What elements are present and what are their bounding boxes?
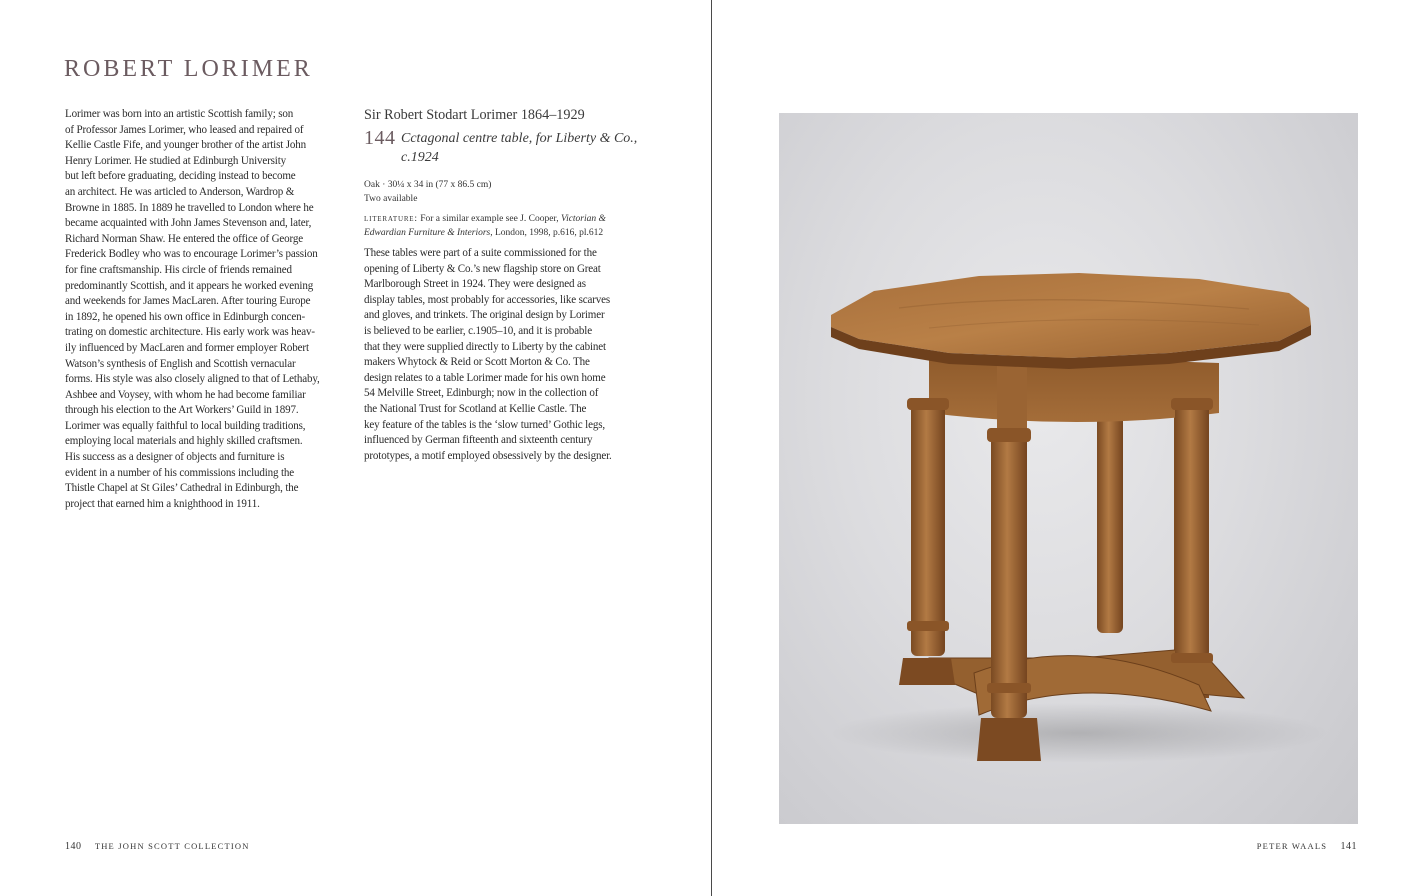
front-right-leg: [1171, 398, 1213, 663]
artist-name: Sir Robert Stodart Lorimer 1864–1929: [364, 107, 585, 123]
description-line: the National Trust for Scotland at Kellie Castle. The: [364, 402, 587, 415]
biography-line: Lorimer was born into an artistic Scottish family; son: [65, 108, 294, 120]
biography-line: Frederick Bodley who was to encourage Lorimer’s passion: [65, 248, 318, 261]
biography-line: Kellie Castle Fife, and younger brother of the artist John: [65, 139, 307, 152]
biography-line: Thistle Chapel at St Giles’ Cathedral in Edinburgh, the: [65, 482, 299, 495]
description-line: that they were supplied directly to Liberty by the cabinet: [364, 340, 606, 353]
lot-heading: [364, 128, 644, 167]
floor-shadow: [829, 703, 1329, 763]
page-number-left: 140: [65, 841, 82, 852]
biography-line: an architect. He was articled to Anderson, Wardrop &: [65, 185, 295, 198]
biography-line: forms. His style was also closely aligned to that of Lethaby,: [65, 373, 320, 386]
literature-book-title: Victorian & Edwardian Furniture & Interiors: [364, 214, 606, 238]
biography-line: Ashbee and Voysey, with whom he had become familiar: [65, 388, 306, 401]
description-line: key feature of the tables is the ‘slow turned’ Gothic legs,: [364, 418, 605, 431]
biography-line: Henry Lorimer. He studied at Edinburgh University: [65, 154, 287, 167]
biography-line: predominantly Scottish, and it appears he worked evening: [65, 279, 314, 292]
page-title: ROBERT LORIMER: [64, 56, 313, 82]
availability: Two available: [364, 193, 418, 204]
biography-line: and weekends for James MacLaren. After touring Europe: [65, 295, 311, 308]
footer-right: [1257, 841, 1357, 852]
running-head-right: PETER WAALS: [1256, 841, 1328, 851]
literature-text: For a similar example see J. Cooper,: [420, 214, 559, 224]
biography-line: His success as a designer of objects and furniture is: [65, 451, 285, 464]
biography-line: of Professor James Lorimer, who leased and repaired of: [65, 123, 304, 136]
biography-line: trating on domestic architecture. His early work was heav-: [65, 326, 315, 339]
lot-description: [364, 246, 644, 464]
biography-line: Lorimer was equally faithful to local building traditions,: [65, 419, 306, 432]
description-line: prototypes, a motif employed obsessively by the designer.: [364, 449, 612, 462]
biography-line: evident in a number of his commissions including the: [65, 466, 295, 479]
table-photograph: [779, 113, 1358, 824]
catalogue-entry: [364, 106, 644, 464]
footer-left: [65, 841, 250, 852]
description-line: makers Whytock & Reid or Scott Morton & Co. The: [364, 356, 590, 369]
biography-text: [65, 107, 341, 512]
medium-dimensions: Oak · 30¼ x 34 in (77 x 86.5 cm): [364, 180, 492, 190]
running-head-left: THE JOHN SCOTT COLLECTION: [94, 841, 250, 851]
description-line: 54 Melville Street, Edinburgh; now in the collection of: [364, 387, 599, 400]
biography-line: Browne in 1885. In 1889 he travelled to London where he: [65, 201, 314, 214]
description-line: These tables were part of a suite commissioned for the: [364, 247, 597, 259]
literature-reference: [364, 212, 644, 240]
description-line: Marlborough Street in 1924. They were designed as: [364, 278, 586, 291]
biography-line: ily influenced by MacLaren and former employer Robert: [65, 341, 309, 354]
biography-line: project that earned him a knighthood in 1911.: [65, 497, 260, 510]
page-number-right: 141: [1340, 841, 1357, 852]
biography-line: employing local materials and highly skilled craftsmen.: [65, 435, 303, 448]
page-gutter: [711, 0, 712, 896]
lot-specification: [364, 179, 644, 206]
lot-title: [401, 128, 637, 167]
lot-number: 144: [364, 127, 396, 149]
description-line: opening of Liberty & Co.’s new flagship store on Great: [364, 262, 601, 275]
apron-bracket: [997, 358, 1027, 428]
description-line: and gloves, and trinkets. The original design by Lorimer: [364, 309, 605, 322]
biography-line: in 1892, he opened his own office in Edinburgh concen-: [65, 310, 305, 323]
octagonal-table-illustration: [779, 113, 1358, 824]
biography-line: Richard Norman Shaw. He entered the office of George: [65, 232, 304, 245]
biography-line: through his election to the Art Workers’ Guild in 1897.: [65, 404, 299, 417]
description-line: design relates to a table Lorimer made for his own home: [364, 371, 606, 384]
biography-line: but left before graduating, deciding instead to become: [65, 170, 296, 183]
lot-title-line-2: c.1924: [401, 150, 439, 165]
table-top-surface: [831, 273, 1311, 358]
lot-title-line-1: Cctagonal centre table, for Liberty & Co.,: [401, 131, 638, 146]
biography-line: for fine craftsmanship. His circle of friends remained: [65, 263, 292, 276]
description-line: display tables, most probably for accessories, like scarves: [364, 293, 611, 306]
description-line: influenced by German fifteenth and sixteenth century: [364, 434, 593, 447]
description-line: is believed to be earlier, c.1905–10, and it is probable: [364, 324, 592, 337]
front-left-leg: [899, 398, 955, 685]
literature-label: literature:: [364, 214, 418, 224]
biography-line: became acquainted with John James Stevenson and, later,: [65, 217, 312, 230]
biography-line: Watson’s synthesis of English and Scottish vernacular: [65, 357, 296, 370]
literature-publication: , London, 1998, p.616, pl.612: [490, 228, 604, 238]
